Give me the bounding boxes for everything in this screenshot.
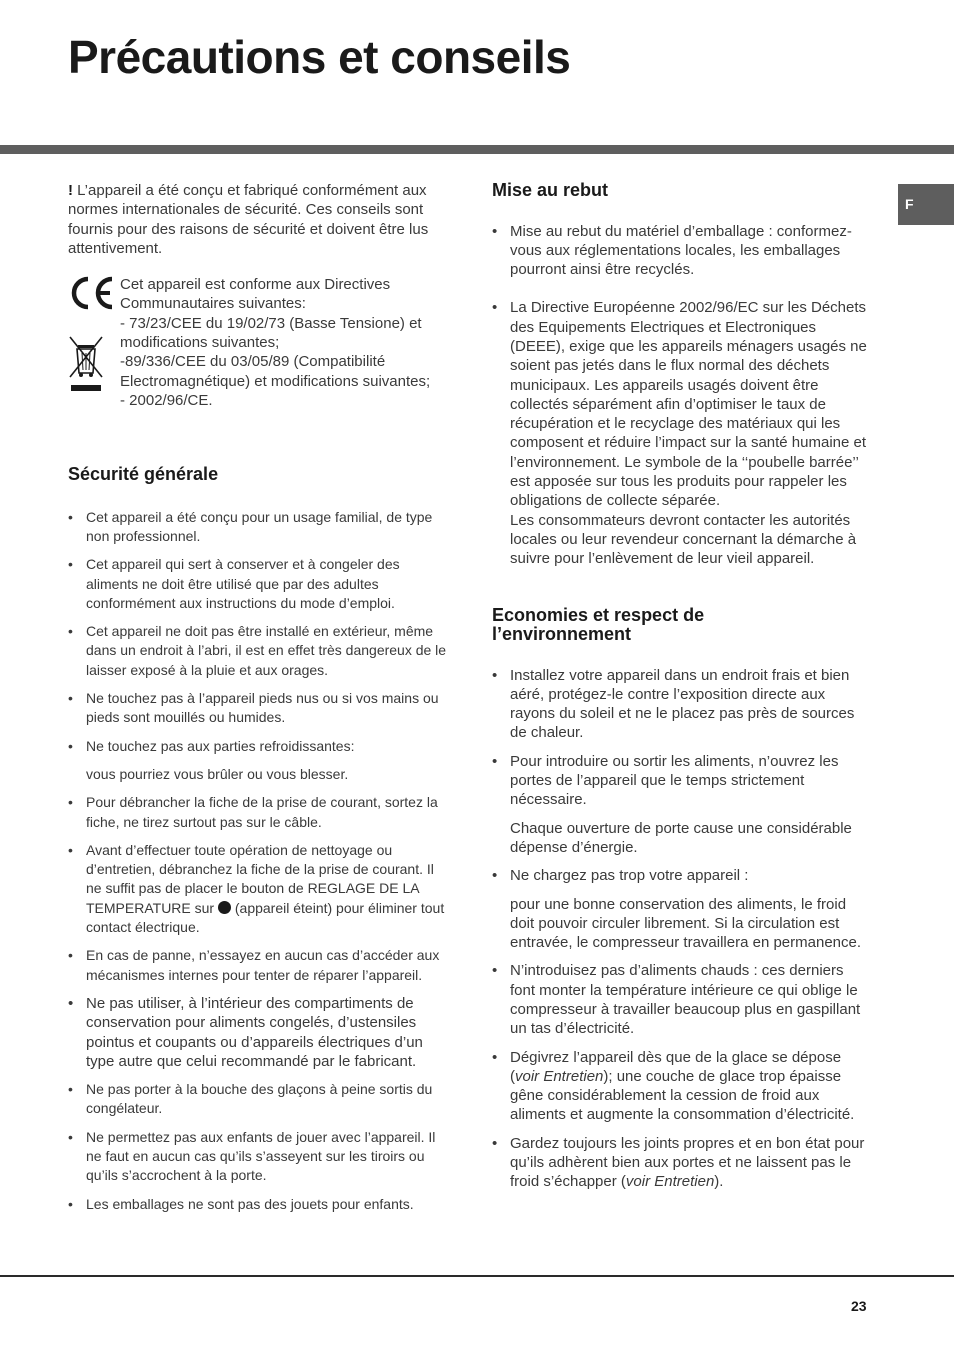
list-item [492, 1048, 872, 1125]
list-item-text: Gardez toujours les joints propres et en bon état pour qu’ils adhèrent bien aux portes et ne laissent pas le froid s’échapper ( [510, 1134, 865, 1191]
conformity-line: Communautaires suivantes: [120, 295, 306, 313]
list-item-text: Les consommateurs devront contacter les autorités locales ou leur revendeur concernant la démarche à suivre pour l’enlèvement de leur vieil appareil. [510, 511, 857, 568]
heading-line: Economies et respect de [492, 604, 705, 625]
conformity-line: - 2002/96/CE. [120, 391, 213, 409]
crossed-bin-icon [68, 335, 104, 395]
conformity-line: - 73/23/CEE du 19/02/73 (Basse Tensione) et [120, 314, 422, 332]
list-item [492, 1134, 872, 1192]
list-item: • Pour introduire ou sortir les aliments, n’ouvrez les portes de l’appareil que le temps strictement nécessaire. [492, 752, 872, 810]
page-title: Précautions et conseils [68, 31, 571, 83]
securite-list [68, 508, 448, 1214]
list-item: • Ne chargez pas trop votre appareil : [492, 866, 872, 885]
list-item: • Ne touchez pas à l’appareil pieds nus ou si vos mains ou pieds sont mouillés ou humides. [68, 689, 448, 728]
section-heading-securite: Sécurité générale [68, 464, 219, 485]
heading-line: l’environnement [492, 624, 632, 645]
list-item-text: (appareil éteint) pour éliminer tout contact électrique. [86, 899, 445, 936]
list-item: • En cas de panne, n’essayez en aucun cas d’accéder aux mécanismes internes pour tenter de réparer l’appareil. [68, 946, 448, 985]
list-item-text: • La Directive Européenne 2002/96/EC sur les Déchets des Equipements Electriques et Electroniques (DEEE), exige que les appareils ménagers usagés ne soient pas jetés dans le flux normal des déchets municipaux. Les appareils usagés doivent être collectés séparément afin d’optimiser le taux de récupération et le recyclage des matériaux qui les composent et réduire l’impact sur la santé humaine et l’environnement. Le symbole de la ‘‘poubelle barrée’’ est apposée sur tous les produits pour rappeler les obligations de collecte séparée. [510, 299, 867, 510]
left-column [68, 181, 448, 1223]
conformity-line: -89/336/CEE du 03/05/89 (Compatibilité [120, 353, 386, 371]
ce-mark-icon [68, 275, 116, 311]
list-item: • Cet appareil a été conçu pour un usage familial, de type non professionnel. [68, 508, 448, 547]
footer-rule [0, 1275, 954, 1277]
list-item: • Pour débrancher la fiche de la prise de courant, sortez la fiche, ne tirez surtout pas sur le câble. [68, 793, 448, 832]
conformity-text [120, 275, 450, 410]
intro-paragraph [68, 181, 448, 258]
list-item: • Installez votre appareil dans un endroit frais et bien aéré, protégez-le contre l’exposition directe aux rayons du soleil et ne le placez pas près de sources de chaleur. [492, 666, 872, 743]
list-item: • Mise au rebut du matériel d’emballage : conformez-vous aux réglementations locales, les emballages pourront ainsi être recyclés. [492, 222, 872, 280]
conformity-line: Cet appareil est conforme aux Directives [120, 276, 391, 294]
list-item-text: Avant d’effectuer toute opération de nettoyage ou d’entretien, débranchez la fiche de la prise de courant. Il ne suffit pas de placer le bouton de REGLAGE DE LA TEMPERATURE sur [86, 841, 434, 916]
language-tab: F [898, 184, 954, 225]
list-item [492, 298, 872, 568]
rebut-list [492, 222, 872, 569]
header-rule [0, 145, 954, 154]
list-item-text: ); une couche de glace trop épaisse gêne considérablement la cession de froid aux aliments et augmente la consommation d’électricité. [510, 1067, 855, 1124]
list-item: • Cet appareil ne doit pas être installé en extérieur, même dans un endroit à l’abri, il est en effet très dangereux de le laisser exposé à la pluie et aux orages. [68, 622, 448, 680]
list-item: • Ne pas utiliser, à l’intérieur des compartiments de conservation pour aliments congelés, d’ustensiles pointus et coupants ou d’appareils électriques d’un type autre que celui recommandé par le fabricant. [68, 994, 448, 1071]
list-item-continuation: vous pourriez vous brûler ou vous blesser. [86, 765, 349, 782]
eco-list [492, 666, 872, 1192]
list-item: • Ne touchez pas aux parties refroidissantes: [68, 737, 448, 756]
conformity-line: modifications suivantes; [120, 334, 280, 352]
list-item-text: ). [714, 1173, 724, 1191]
list-item-text: Dégivrez l’appareil dès que de la glace se dépose ( [510, 1048, 842, 1085]
conformity-block [68, 275, 448, 415]
section-heading-rebut: Mise au rebut [492, 180, 609, 200]
section-heading-eco [492, 606, 872, 645]
cross-reference: voir Entretien [515, 1067, 604, 1085]
cross-reference: voir Entretien [625, 1173, 715, 1191]
list-item [68, 841, 448, 937]
conformity-line: Electromagnétique) et modifications suivantes; [120, 372, 431, 390]
list-item: • N’introduisez pas d’aliments chauds : ces derniers font monter la température intérieure ce qui oblige le compresseur à travailler beaucoup plus en gaspillant un tas d’électricité. [492, 961, 872, 1038]
list-item-continuation: Chaque ouverture de porte cause une considérable dépense d’énergie. [510, 819, 852, 856]
filled-circle-icon [218, 901, 231, 914]
page-number: 23 [851, 1298, 867, 1314]
list-item: • Cet appareil qui sert à conserver et à congeler des aliments ne doit être utilisé que par des adultes conformément aux instructions du mode d’emploi. [68, 555, 448, 613]
list-item-continuation: pour une bonne conservation des aliments, le froid doit pouvoir circuler librement. Si la circulation est entravée, le compresseur travaillera en permanence. [510, 895, 862, 952]
intro-text: L’appareil a été conçu et fabriqué conformément aux normes internationales de sécurité. Ces conseils sont fournis pour des raisons de sécurité et doivent être lus attentivement. [68, 182, 429, 257]
list-item: • Ne permettez pas aux enfants de jouer avec l’appareil. Il ne faut en aucun cas qu’ils s’asseyent sur les tiroirs ou qu’ils s’accrochent à la porte. [68, 1128, 448, 1186]
right-column [492, 181, 872, 1201]
list-item: • Les emballages ne sont pas des jouets pour enfants. [68, 1195, 448, 1214]
warning-mark: ! [68, 182, 73, 199]
list-item: • Ne pas porter à la bouche des glaçons à peine sortis du congélateur. [68, 1080, 448, 1119]
